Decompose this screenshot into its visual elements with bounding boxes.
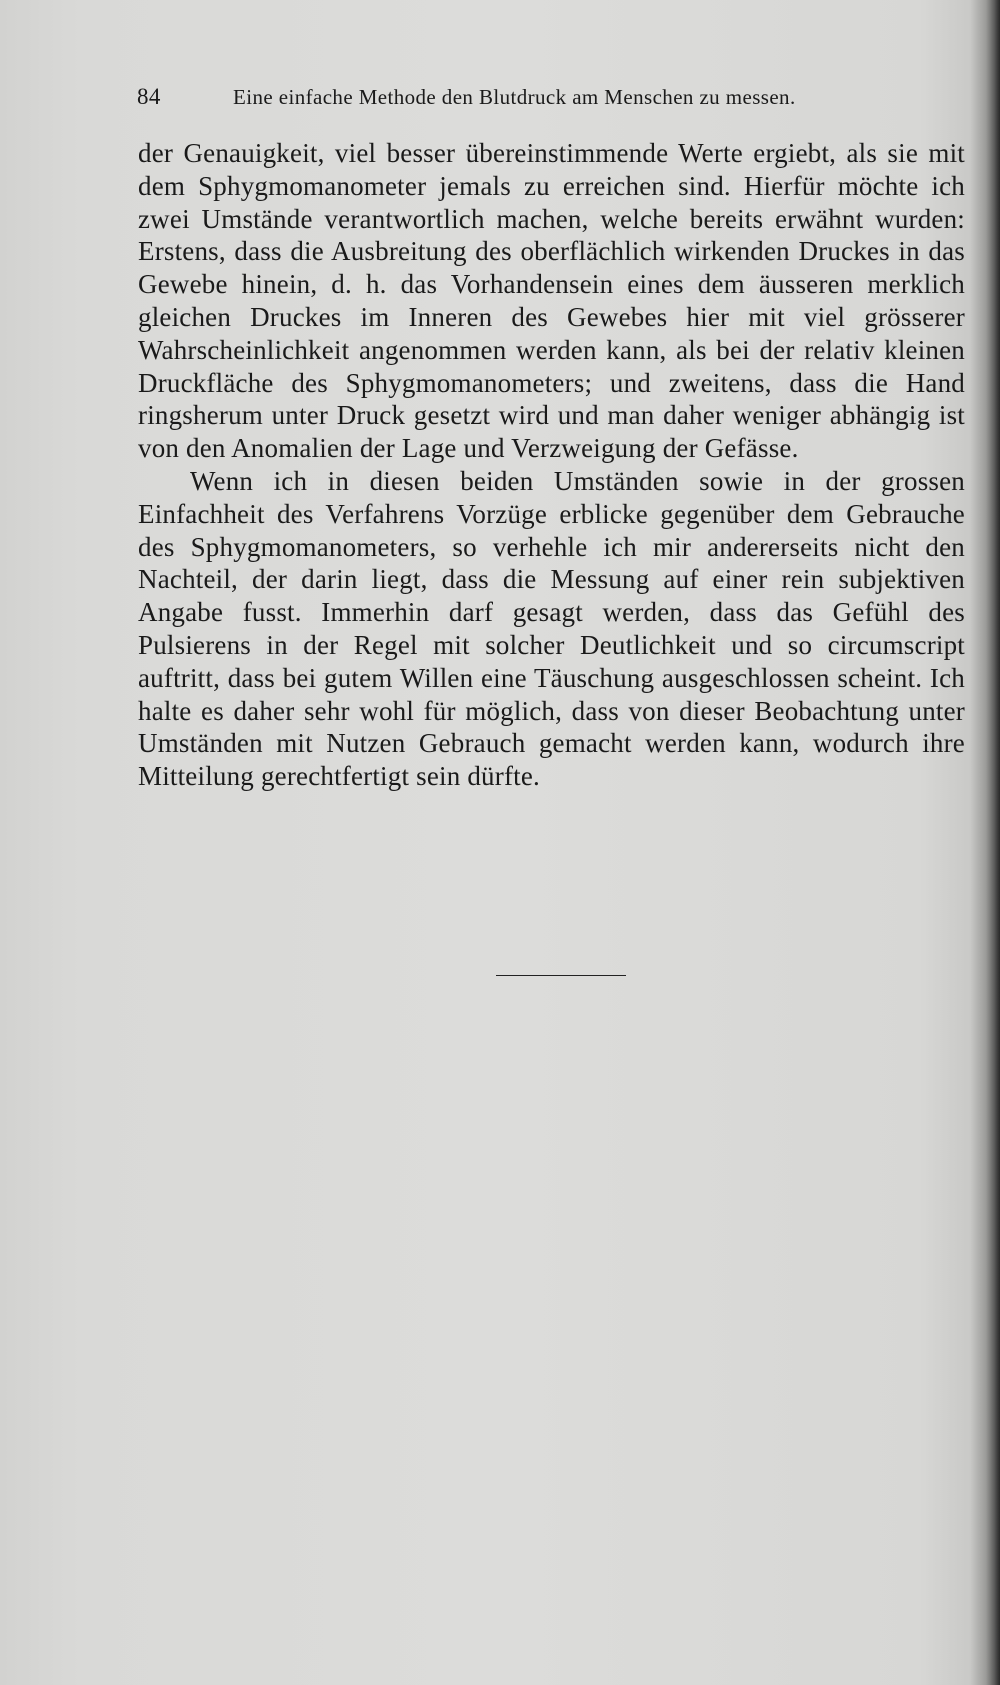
page-number: 84 — [137, 84, 161, 109]
body-text — [138, 137, 965, 793]
running-header — [137, 84, 897, 114]
section-end-rule — [496, 975, 626, 976]
paragraph: Wenn ich in diesen beiden Umständen sowie in der grossen Einfachheit des Verfahrens Vorzüge erblicke gegenüber dem Gebrauche des Sphygmomanometers, so verhehle ich mir andererseits nicht den Nachteil, der darin liegt, dass die Messung auf einer rein subjektiven Angabe fusst. Immerhin darf gesagt werden, dass das Gefühl des Pulsierens in der Regel mit solcher Deutlichkeit und so circumscript auftritt, dass bei gutem Willen eine Täuschung ausgeschlossen scheint. Ich halte es daher sehr wohl für möglich, dass von dieser Beobachtung unter Umständen mit Nutzen Gebrauch gemacht werden kann, wodurch ihre Mitteilung gerechtfertigt sein dürfte. — [138, 465, 965, 792]
running-title: Eine einfache Methode den Blutdruck am Menschen zu messen. — [233, 85, 796, 109]
page-edge-shadow — [986, 0, 1000, 1685]
paragraph-continued: der Genauigkeit, viel besser übereinstimmende Werte ergiebt, als sie mit dem Sphygmomanometer jemals zu erreichen sind. Hierfür möchte ich zwei Umstände verantwortlich machen, welche bereits erwähnt wurden: Erstens, dass die Ausbreitung des oberflächlich wirkenden Druckes in das Gewebe hinein, d. h. das Vorhandensein eines dem äusseren merklich gleichen Druckes im Inneren des Gewebes hier mit viel grösserer Wahrscheinlichkeit angenommen werden kann, als bei der relativ kleinen Druckfläche des Sphygmomanometers; und zweitens, dass die Hand ringsherum unter Druck gesetzt wird und man daher weniger abhängig ist von den Anomalien der Lage und Verzweigung der Gefässe. — [138, 138, 965, 464]
